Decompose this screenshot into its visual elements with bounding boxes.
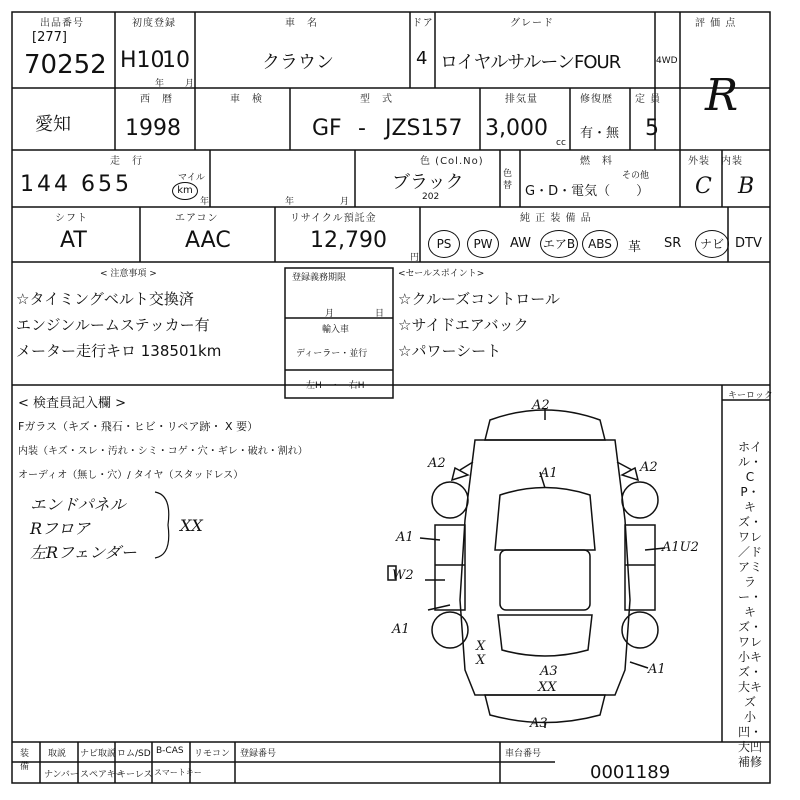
notes-header: < 注意事項 > [100,269,157,279]
mark-trunk-x: XX [538,680,557,695]
handwritten-1: エンドパネル [30,495,126,514]
ext-int-label: 外装 内装 [688,156,743,167]
footer-body-no: 0001189 [590,762,671,783]
mark-left-door: W2 [392,568,414,583]
year-label: 西 暦 [140,94,173,105]
mark-left-mirror: A2 [428,456,446,471]
fuel-other: その他 [622,171,650,181]
lot-no-label: 出品番号 [40,18,84,29]
grade-label: グレード [510,18,554,29]
inspection-label: 車 検 [230,94,263,105]
fuel: G・D・電気（ ） [525,184,650,199]
inspector-line-1: Fガラス（キズ・飛石・ヒビ・リペア跡・ X 要） [18,420,259,433]
equip-sr: SR [664,236,682,251]
footer-rom-sd: ロム/SD [117,749,151,759]
repair-options: 有・無 [580,126,620,141]
region: 愛知 [35,114,71,135]
mark-trunk: A3 [540,664,558,679]
note-2: エンジンルームステッカー有 [16,316,210,334]
note-1: ☆タイミングベルト交換済 [16,290,194,308]
mark-hood: A1 [540,466,558,481]
inspector-line-2: 内装（キズ・スレ・汚れ・シミ・コゲ・穴・ギレ・破れ・割れ） [18,446,308,457]
first-reg-label: 初度登録 [132,18,176,29]
inspector-header: < 検査員記入欄 > [18,396,127,411]
shift-label: シフト [55,213,88,224]
color: ブラック [392,172,464,193]
inspector-line-3: オーディオ（無し・穴）/ タイヤ（スタッドレス） [18,470,244,481]
registration-deadline-label: 登録義務期限 [292,273,347,283]
exterior-grade: C [695,174,712,199]
mark-right-rear: A1 [648,662,666,677]
recycle-fee: 12,790 [310,228,387,253]
equip-ps: PS [428,230,460,258]
color-no: 202 [422,192,440,202]
brace-icon [150,490,180,560]
score-label: 評 価 点 [695,18,737,29]
model-name: クラウン [262,52,334,73]
reg-month: 月 [325,309,335,319]
model-type-dash: - [358,116,366,141]
key-lock-label: キーロック [728,391,773,401]
drive: 4WD [656,56,678,66]
cc-unit: cc [556,138,566,148]
recycle-label: リサイクル預託金 [290,213,377,224]
equip-airbag: エアB [540,230,578,258]
capacity-label: 定 員 [635,94,662,105]
doors: 4 [416,48,428,69]
interior-grade: B [738,174,755,199]
dealer-parallel: ディーラー・並行 [296,349,368,359]
mark-right-mirror: A2 [640,460,658,475]
footer-keyless: キーレス [117,770,153,780]
type-label: 型 式 [360,94,393,105]
color-label: 色 (Col.No) [420,156,484,167]
displacement-label: 排気量 [505,94,538,105]
fuel-label: 燃 料 [580,156,613,167]
footer-bcas: B-CAS [156,746,184,756]
yen-unit: 円 [410,253,420,263]
nen-mark-3: 年 [200,197,210,207]
mileage-label: 走 行 [110,156,143,167]
sales-point-2: ☆サイドエアバック [398,316,529,334]
steering: 左H ・ 右H [306,381,365,391]
handwritten-3: 左Rフェンダー [30,543,137,562]
mileage-unit-km: km [172,182,198,200]
equip-navi: ナビ [695,230,729,258]
repair-label: 修復歴 [580,94,613,105]
mark-left-rear: A1 [392,622,410,637]
footer-manual: 取説 [48,749,67,759]
mark-right-front: A1U2 [662,540,699,555]
grade: ロイヤルサルーンFOUR [440,52,621,73]
equipment-label: 純 正 装 備 品 [520,213,592,224]
equip-aw: AW [510,236,532,251]
footer-navi-manual: ナビ取説 [80,749,117,759]
color-change-label: 色替 [503,169,513,191]
model-type-prefix: GF [312,116,342,141]
footer-remote: リモコン [194,749,231,759]
sales-point-1: ☆クルーズコントロール [398,290,560,308]
handwritten-mark: XX [180,516,203,535]
side-legend: ホイル・CP・キズ・ワレ／ドアミラー・キズ・ワレ 小キズ・大キズ 小凹・大凹 補修 [738,440,775,769]
door-label: ドア [412,18,434,29]
nen-mark-4: 年 [285,197,295,207]
mileage: 144 655 [20,172,132,197]
mark-top: A2 [532,398,550,413]
displacement: 3,000 [485,116,548,141]
footer-side-label: 装備 [20,749,30,772]
nen-mark: 年 [155,79,165,89]
equip-pw: PW [467,230,499,258]
sales-point-3: ☆パワーシート [398,342,502,360]
model-type-code: JZS157 [385,116,463,141]
score: R [705,70,739,121]
equip-dtv: DTV [735,236,762,251]
aircon: AAC [185,228,231,253]
mark-left-front: A1 [396,530,414,545]
equip-abs: ABS [582,230,618,258]
first-reg-month: 10 [162,48,190,73]
mark-bottom: A3 [530,716,548,731]
first-registration: H10 [120,48,165,73]
lot-number: 70252 [24,50,107,80]
footer-spare-key: スペアキー [80,770,125,780]
model-label: 車 名 [285,18,318,29]
footer-smart-key: スマートキー [154,768,202,777]
capacity: 5 [645,116,659,141]
tsuki-mark-3: 月 [340,197,350,207]
note-3: メーター走行キロ 138501km [16,342,222,360]
shift: AT [60,228,87,253]
mileage-unit-mile: マイル [178,173,205,183]
handwritten-2: Rフロア [30,519,91,538]
year: 1998 [125,116,181,141]
ac-label: エアコン [175,213,219,224]
tsuki-mark: 月 [185,79,195,89]
equip-leather: 革 [628,240,642,255]
mark-rear-x: X X [476,639,486,668]
reg-day: 日 [375,309,385,319]
sales-points-header: <セールスポイント> [398,269,485,279]
footer-plate: ナンバー [44,770,79,780]
footer-body-no-label: 車台番号 [505,749,542,759]
lot-bracket: [277] [32,30,67,45]
import-label: 輸入車 [322,325,350,335]
footer-reg-no-label: 登録番号 [240,749,277,759]
